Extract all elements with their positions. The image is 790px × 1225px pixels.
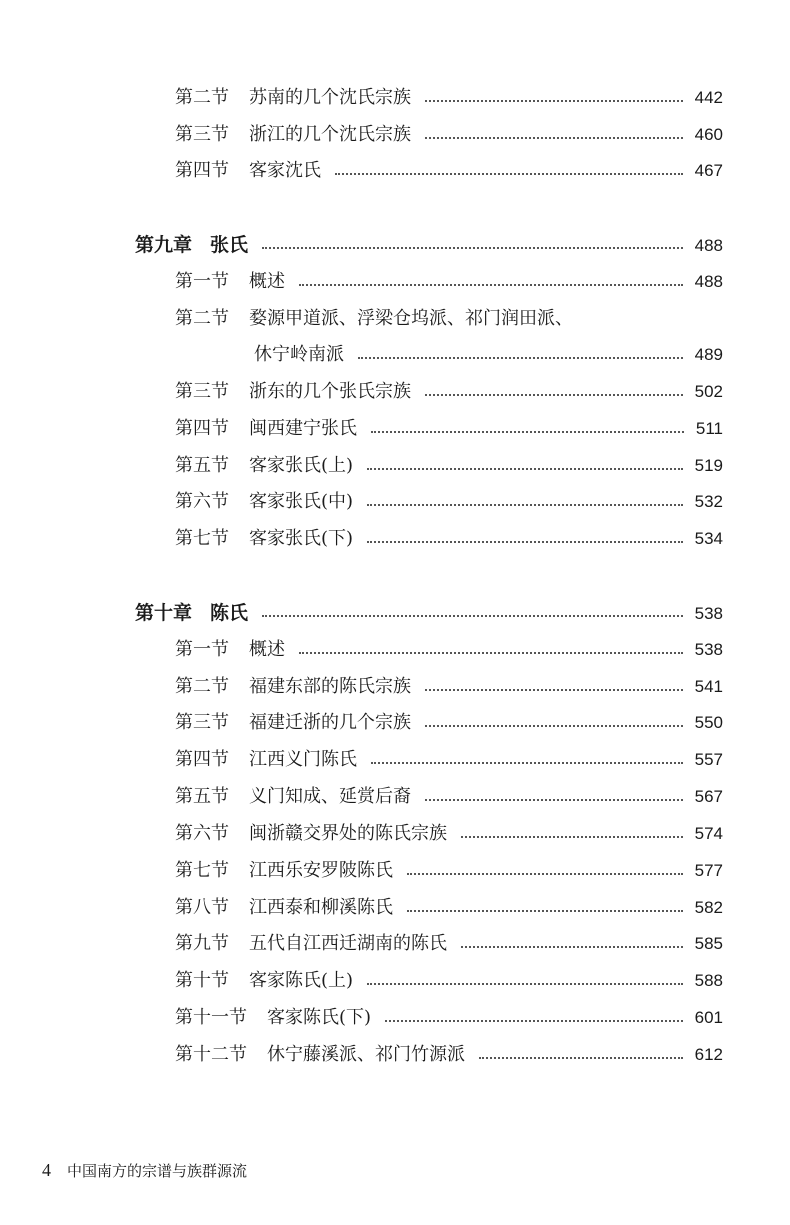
toc-entry[interactable]: [175, 967, 723, 995]
leader-dots: [407, 910, 683, 912]
leader-dots: [367, 504, 683, 506]
section-label: 第一节: [175, 639, 229, 660]
toc-entry[interactable]: [175, 157, 723, 185]
toc-entry[interactable]: [175, 1041, 723, 1069]
leader-dots: [461, 836, 683, 838]
section-label: 第三节: [175, 124, 229, 145]
section-title: 江西乐安罗陂陈氏: [249, 860, 393, 881]
footer-page-number: 4: [42, 1160, 51, 1180]
page-number: 460: [694, 125, 723, 144]
leader-dots: [425, 689, 683, 691]
page-number: 588: [694, 971, 723, 990]
toc-entry[interactable]: [175, 894, 723, 922]
section-label: 第二节: [175, 676, 229, 697]
toc-entry[interactable]: [175, 84, 723, 112]
leader-dots: [367, 541, 683, 543]
section-title: 江西泰和柳溪陈氏: [249, 897, 393, 918]
toc-entry[interactable]: [175, 1004, 723, 1032]
page-number: 577: [694, 861, 723, 880]
section-label: 第二节: [175, 308, 229, 329]
chapter-label: 第十章: [135, 602, 193, 624]
toc-entry[interactable]: [175, 415, 723, 443]
section-title: 客家张氏(上): [249, 455, 354, 476]
section-label: 第二节: [175, 87, 229, 108]
section-label: 第九节: [175, 933, 229, 954]
leader-dots: [367, 983, 683, 985]
toc-entry[interactable]: [175, 452, 723, 480]
page-number: 519: [694, 456, 723, 475]
section-label: 第六节: [175, 491, 229, 512]
leader-dots: [262, 247, 683, 249]
section-title: 客家陈氏(上): [249, 970, 354, 991]
page-number: 541: [694, 677, 723, 696]
section-title: 闽西建宁张氏: [249, 418, 357, 439]
toc-entry[interactable]: [175, 857, 723, 885]
toc-entry-continuation[interactable]: [254, 341, 723, 369]
page-number: 557: [694, 750, 723, 769]
chapter-heading[interactable]: [135, 599, 723, 627]
leader-dots: [425, 725, 683, 727]
leader-dots: [461, 946, 683, 948]
chapter-heading[interactable]: [135, 231, 723, 259]
section-title: 苏南的几个沈氏宗族: [249, 87, 411, 108]
section-label: 第三节: [175, 712, 229, 733]
section-title: 概述: [249, 271, 285, 292]
page-number: 538: [694, 640, 723, 659]
toc-entry[interactable]: [175, 746, 723, 774]
leader-dots: [425, 394, 683, 396]
section-label: 第七节: [175, 860, 229, 881]
page-number: 550: [694, 713, 723, 732]
leader-dots: [358, 357, 683, 359]
page-number: 467: [694, 161, 723, 180]
leader-dots: [479, 1057, 683, 1059]
section-title: 概述: [249, 639, 285, 660]
chapter-title: 张氏: [210, 234, 249, 256]
toc-entry[interactable]: [175, 636, 723, 664]
toc-entry[interactable]: [175, 378, 723, 406]
leader-dots: [425, 799, 683, 801]
section-title: 义门知成、延赏后裔: [249, 786, 411, 807]
section-label: 第十一节: [175, 1007, 247, 1028]
leader-dots: [367, 468, 683, 470]
section-title: 浙江的几个沈氏宗族: [249, 124, 411, 145]
toc-entry[interactable]: [175, 673, 723, 701]
leader-dots: [385, 1020, 683, 1022]
section-title: 客家张氏(下): [249, 528, 354, 549]
leader-dots: [425, 137, 683, 139]
page-number: 538: [694, 604, 723, 623]
section-title: 浙东的几个张氏宗族: [249, 381, 411, 402]
section-title: 客家沈氏: [249, 160, 321, 181]
page-number: 601: [694, 1008, 723, 1027]
section-title: 闽浙赣交界处的陈氏宗族: [249, 823, 447, 844]
section-label: 第五节: [175, 786, 229, 807]
section-title: 福建迁浙的几个宗族: [249, 712, 411, 733]
toc-entry[interactable]: [175, 709, 723, 737]
section-title: 五代自江西迁湖南的陈氏: [249, 933, 447, 954]
chapter-title: 陈氏: [210, 602, 249, 624]
toc-entry[interactable]: [175, 525, 723, 553]
section-label: 第十二节: [175, 1044, 247, 1065]
page-number: 582: [694, 898, 723, 917]
section-title: 客家陈氏(下): [267, 1007, 372, 1028]
toc-entry[interactable]: [175, 268, 723, 296]
page-number: 612: [694, 1045, 723, 1064]
section-label: 第一节: [175, 271, 229, 292]
page-number: 585: [694, 934, 723, 953]
page-number: 534: [694, 529, 723, 548]
section-title: 江西义门陈氏: [249, 749, 357, 770]
leader-dots: [299, 284, 683, 286]
toc-entry[interactable]: [175, 820, 723, 848]
page-footer: [42, 1160, 247, 1181]
section-label: 第八节: [175, 897, 229, 918]
section-label: 第六节: [175, 823, 229, 844]
section-label: 第四节: [175, 418, 229, 439]
page-number: 488: [694, 236, 723, 255]
page-number: 511: [695, 419, 723, 438]
page-number: 489: [694, 345, 723, 364]
toc-entry[interactable]: [175, 121, 723, 149]
leader-dots: [262, 615, 683, 617]
section-title: 福建东部的陈氏宗族: [249, 676, 411, 697]
page-number: 567: [694, 787, 723, 806]
toc-entry[interactable]: [175, 488, 723, 516]
section-title: 休宁藤溪派、祁门竹源派: [267, 1044, 465, 1065]
chapter-label: 第九章: [135, 234, 193, 256]
page-number: 442: [694, 88, 723, 107]
toc-entry[interactable]: [175, 930, 723, 958]
section-label: 第十节: [175, 970, 229, 991]
leader-dots: [407, 873, 683, 875]
section-label: 第七节: [175, 528, 229, 549]
section-label: 第五节: [175, 455, 229, 476]
leader-dots: [371, 762, 683, 764]
section-label: 第三节: [175, 381, 229, 402]
toc-entry[interactable]: [175, 305, 723, 333]
section-title-continued: 休宁岭南派: [254, 344, 344, 365]
page-number: 532: [694, 492, 723, 511]
footer-book-title: 中国南方的宗谱与族群源流: [67, 1163, 248, 1180]
page-number: 488: [694, 272, 723, 291]
page-number: 574: [694, 824, 723, 843]
leader-dots: [299, 652, 683, 654]
section-label: 第四节: [175, 749, 229, 770]
leader-dots: [371, 431, 684, 433]
section-title: 客家张氏(中): [249, 491, 354, 512]
section-title: 婺源甲道派、浮梁仓坞派、祁门润田派、: [249, 308, 573, 329]
leader-dots: [425, 100, 683, 102]
leader-dots: [335, 173, 683, 175]
toc-entry[interactable]: [175, 783, 723, 811]
section-label: 第四节: [175, 160, 229, 181]
page-number: 502: [694, 382, 723, 401]
